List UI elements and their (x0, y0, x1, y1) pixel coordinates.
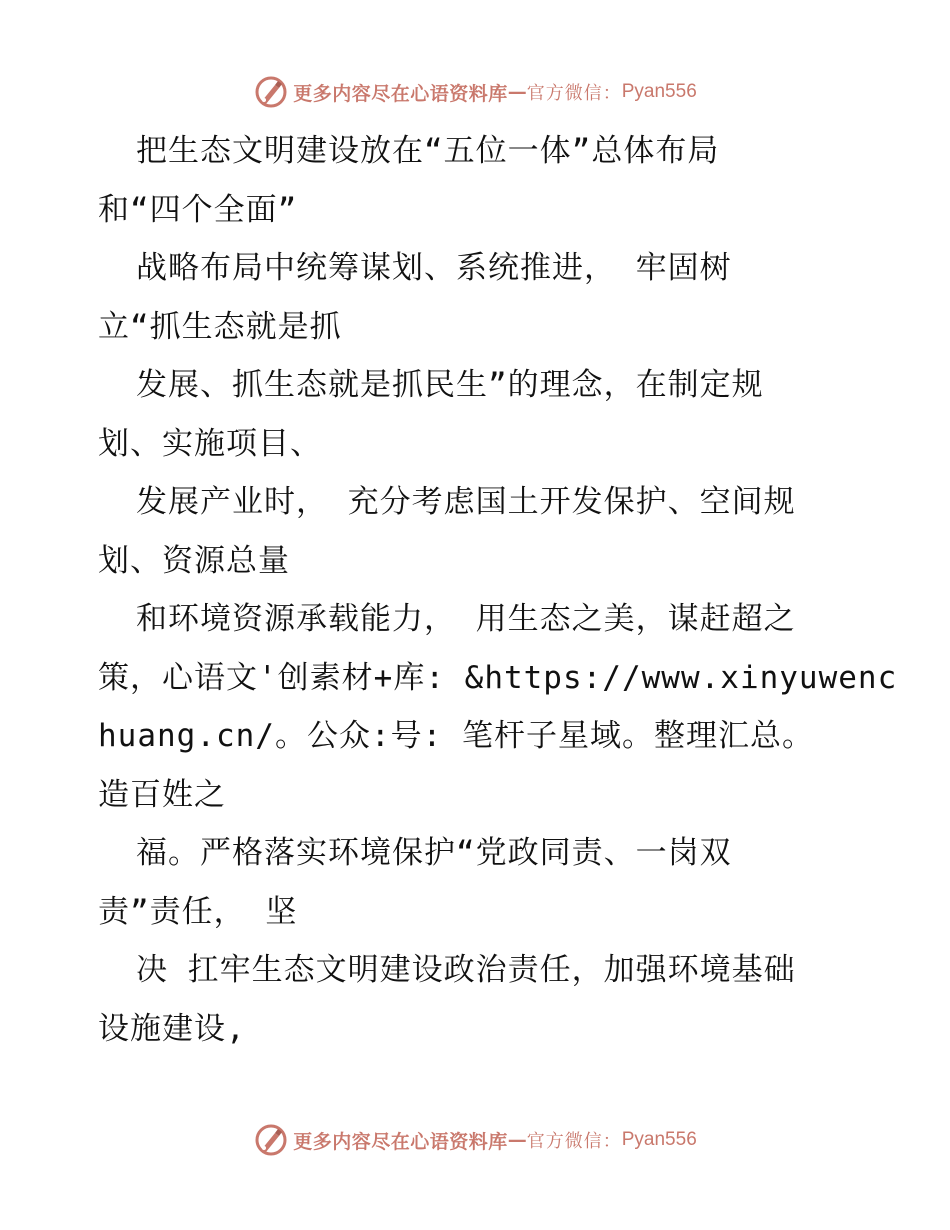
text-line: 责”责任， 坚 (98, 893, 298, 930)
watermark-wechat-label: 官方微信： (526, 83, 622, 104)
text-line: 策，心语文'创素材+库: &https://www.xinyuwenc (98, 659, 898, 696)
text-line: 和环境资源承载能力， 用生态之美，谋赶超之 (136, 601, 796, 637)
text-line: huang.cn/。公众:号: 笔杆子星域。整理汇总。 (98, 718, 814, 754)
pen-logo-icon (253, 74, 289, 110)
watermark-wechat-label: 官方微信： (526, 1131, 622, 1152)
watermark-separator: — (507, 81, 527, 103)
watermark-wechat-id: Pyan556 (621, 81, 697, 102)
watermark-header (0, 72, 950, 112)
watermark-wechat-id: Pyan556 (621, 1129, 697, 1150)
watermark-site-text: 更多内容尽在心语资料库 (293, 82, 508, 105)
text-line: 决 扛牢生态文明建设政治责任，加强环境基础 (136, 952, 796, 988)
text-line: 立“抓生态就是抓 (98, 308, 342, 345)
text-line: 造百姓之 (98, 776, 226, 813)
text-line: 划、资源总量 (98, 542, 290, 579)
text-line: 和“四个全面” (98, 191, 298, 228)
text-line: 发展产业时， 充分考虑国土开发保护、空间规 (136, 484, 796, 520)
watermark-site-text: 更多内容尽在心语资料库 (293, 1130, 508, 1153)
text-line: 划、实施项目、 (98, 425, 322, 462)
document-body (98, 122, 898, 1058)
pen-logo-icon (253, 1122, 289, 1158)
text-line: 把生态文明建设放在“五位一体”总体布局 (136, 133, 720, 169)
text-line: 设施建设, (98, 1010, 246, 1047)
text-line: 发展、抓生态就是抓民生”的理念，在制定规 (136, 367, 764, 403)
text-line: 战略布局中统筹谋划、系统推进， 牢固树 (136, 250, 732, 286)
text-line: 福。严格落实环境保护“党政同责、一岗双 (136, 835, 732, 871)
watermark-separator: — (507, 1129, 527, 1151)
watermark-footer (0, 1120, 950, 1160)
